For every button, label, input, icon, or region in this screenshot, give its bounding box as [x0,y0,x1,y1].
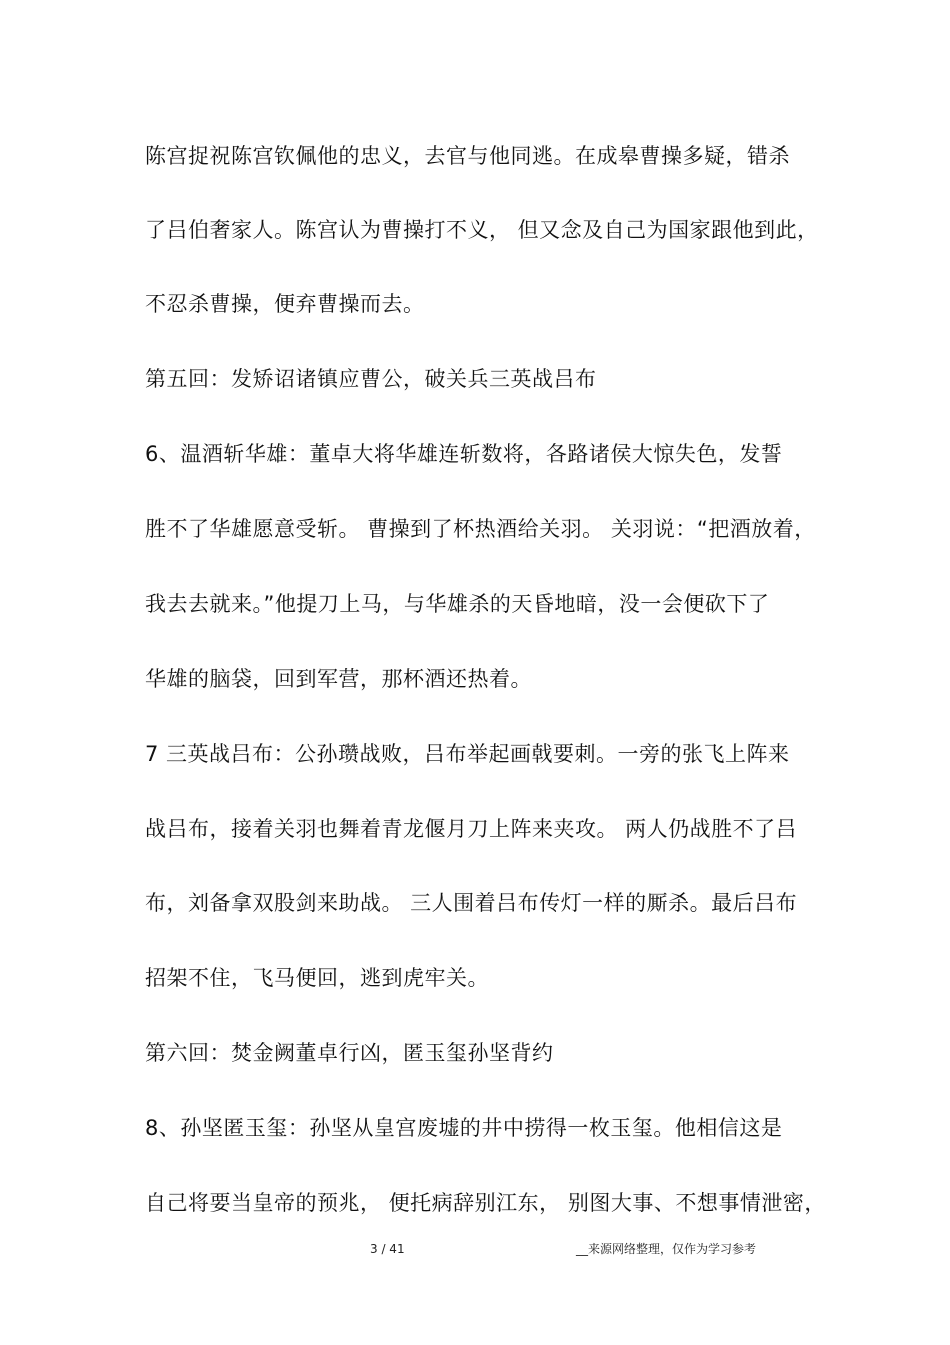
footer-note: __来源网络整理，仅作为学习参考 [576,1242,757,1256]
text-line: 自己将要当皇帝的预兆， 便托病辞别江东， 别图大事、不想事情泄密， [145,1191,826,1215]
text-line: 招架不住，飞马便回，逃到虎牢关。 [145,966,489,990]
text-line: 不忍杀曹操，便弃曹操而去。 [145,292,425,316]
text-line: 8、孙坚匿玉玺：孙坚从皇宫废墟的井中捞得一枚玉玺。他相信这是 [145,1116,783,1140]
text-line: 7 三英战吕布：公孙瓒战败，吕布举起画戟要刺。一旁的张飞上阵来 [145,742,790,766]
chapter-heading: 第六回：焚金阙董卓行凶，匿玉玺孙坚背约 [145,1041,554,1065]
text-line: 布，刘备拿双股剑来助战。 三人围着吕布传灯一样的厮杀。最后吕布 [145,891,798,915]
text-line: 6、温酒斩华雄：董卓大将华雄连斩数将，各路诸侯大惊失色，发誓 [145,442,783,466]
text-line: 华雄的脑袋，回到军营，那杯酒还热着。 [145,667,532,691]
page-number: 3 / 41 [370,1242,405,1256]
text-line: 我去去就来。”他提刀上马，与华雄杀的天昏地暗，没一会便砍下了 [145,592,770,616]
text-line: 陈宫捉祝陈宫钦佩他的忠义，去官与他同逃。在成皋曹操多疑，错杀 [145,144,790,168]
text-line: 战吕布，接着关羽也舞着青龙偃月刀上阵来夹攻。 两人仍战胜不了吕 [145,817,798,841]
chapter-heading: 第五回：发矫诏诸镇应曹公，破关兵三英战吕布 [145,367,597,391]
text-line: 了吕伯奢家人。陈宫认为曹操打不义， 但又念及自己为国家跟他到此， [145,218,819,242]
text-line: 胜不了华雄愿意受斩。 曹操到了杯热酒给关羽。 关羽说：“把酒放着， [145,517,816,541]
